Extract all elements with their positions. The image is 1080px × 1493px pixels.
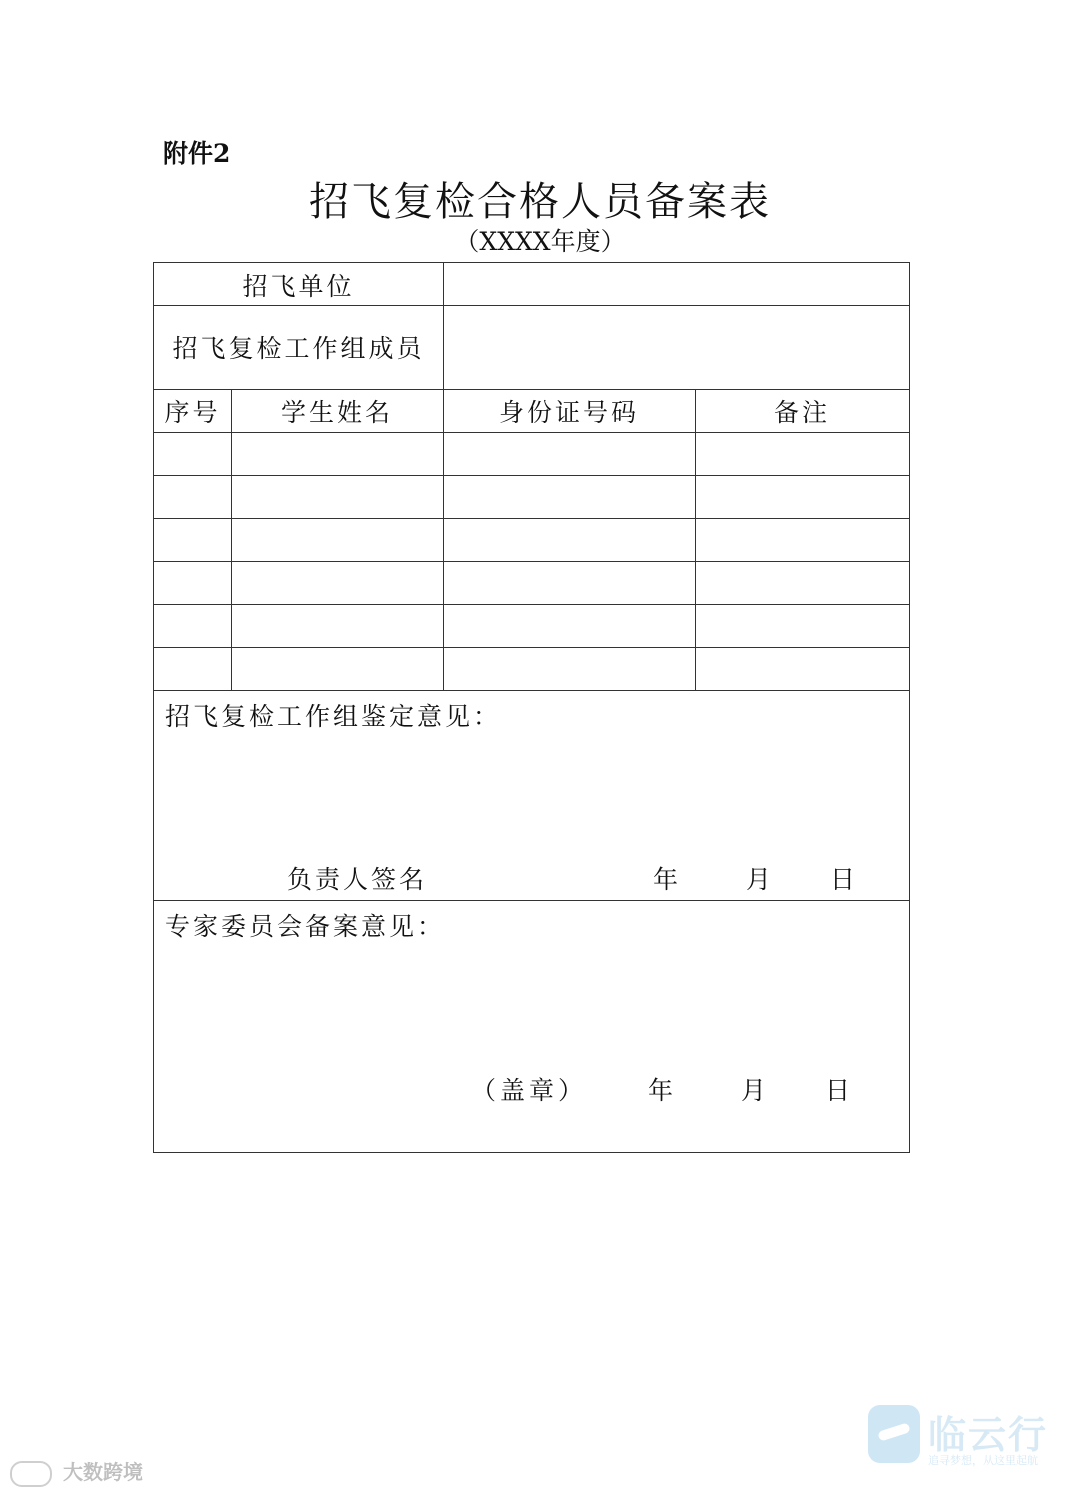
page-subtitle: （XXXX年度）: [454, 227, 626, 256]
committee-month: 月: [741, 1076, 767, 1105]
committee-seal-label: （盖章）: [471, 1076, 588, 1105]
unit-value[interactable]: [454, 267, 894, 299]
watermark-logo-icon: [868, 1405, 920, 1463]
col-header-id-number: 身份证号码: [498, 398, 639, 427]
opinion-year: 年: [653, 865, 679, 894]
attachment-label: 附件2: [163, 139, 231, 168]
opinion-month: 月: [746, 865, 772, 894]
opinion-signer-label: 负责人签名: [287, 865, 428, 894]
plane-icon: [877, 1422, 911, 1441]
row-divider: [154, 900, 909, 901]
table-row: [154, 562, 909, 604]
watermark-right-tagline: 追寻梦想，从这里起航: [928, 1454, 1038, 1467]
members-value[interactable]: [454, 313, 894, 379]
record-form: [153, 262, 910, 1153]
watermark-right-name: 临云行: [928, 1413, 1049, 1457]
row-divider: [154, 690, 909, 691]
watermark-left-text: 大数跨境: [62, 1460, 143, 1484]
col-header-index: 序号: [164, 398, 221, 427]
table-row: [154, 433, 909, 475]
table-row: [154, 605, 909, 647]
members-label: 招飞复检工作组成员: [172, 334, 425, 363]
committee-day: 日: [825, 1076, 851, 1105]
opinion-day: 日: [830, 865, 856, 894]
committee-label: 专家委员会备案意见：: [165, 912, 446, 941]
row-divider: [154, 305, 909, 306]
committee-year: 年: [648, 1076, 674, 1105]
row-divider: [154, 389, 909, 390]
col-header-remarks: 备注: [773, 398, 830, 427]
table-row: [154, 476, 909, 518]
watermark-left: [10, 1456, 143, 1487]
page-title: 招飞复检合格人员备案表: [309, 179, 771, 225]
table-row: [154, 648, 909, 690]
unit-label: 招飞单位: [242, 272, 355, 301]
weibo-icon: [10, 1461, 52, 1487]
opinion-label: 招飞复检工作组鉴定意见：: [165, 702, 502, 731]
table-row: [154, 519, 909, 561]
col-header-name: 学生姓名: [280, 398, 393, 427]
